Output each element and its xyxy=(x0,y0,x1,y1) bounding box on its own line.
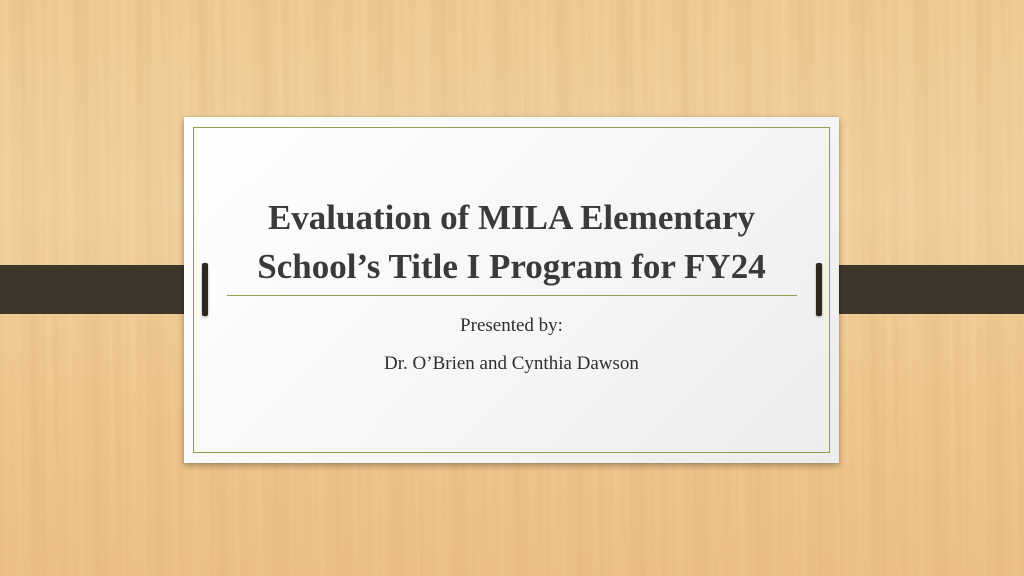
title-divider xyxy=(227,295,797,296)
right-decorative-band xyxy=(818,265,1024,314)
slide-title xyxy=(214,193,809,291)
right-band-cap xyxy=(816,263,822,316)
title-card xyxy=(184,117,839,463)
subtitle-presented-by: Presented by: xyxy=(460,315,563,336)
title-line-1: Evaluation of MILA Elementary xyxy=(267,198,756,237)
left-band-cap xyxy=(202,263,208,316)
title-line-2: School’s Title I Program for FY24 xyxy=(257,247,766,286)
left-decorative-band xyxy=(0,265,206,314)
subtitle-presenters: Dr. O’Brien and Cynthia Dawson xyxy=(384,353,639,374)
